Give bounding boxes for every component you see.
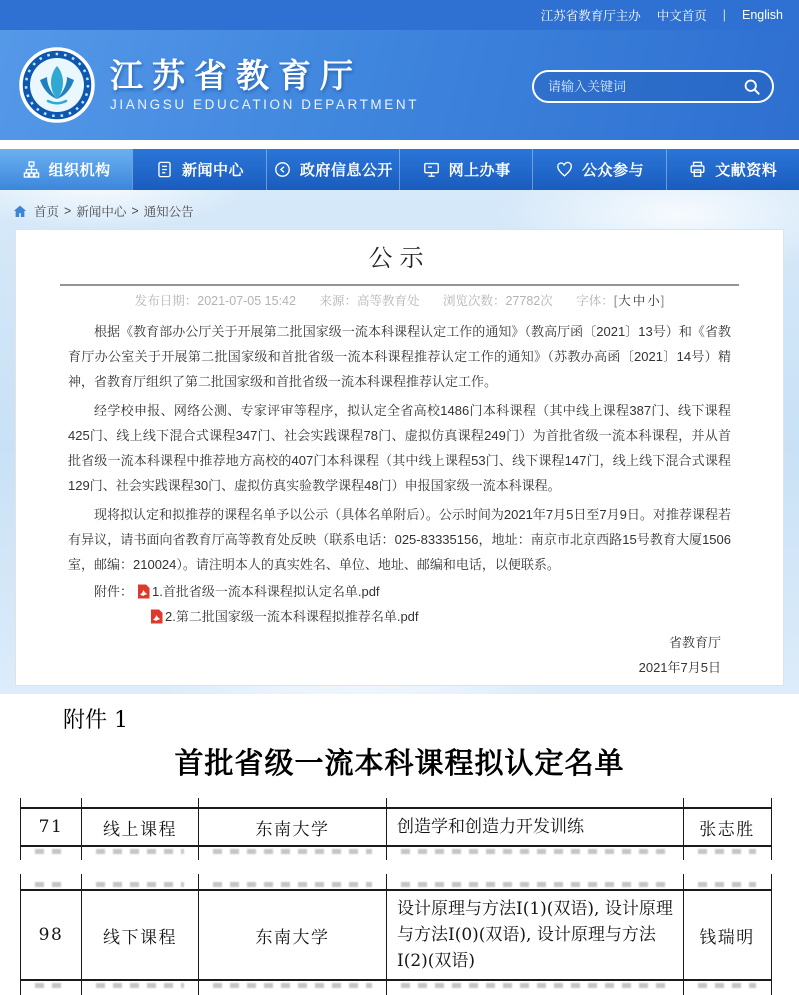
nav-item-news-center[interactable] — [132, 149, 265, 190]
search-input[interactable] — [534, 79, 742, 94]
logo-emblem-icon — [18, 46, 96, 124]
nav-item-label: 网上办事 — [448, 162, 511, 179]
documents-icon — [688, 160, 707, 179]
info-disclosure-icon — [273, 160, 292, 179]
font-size-medium[interactable]: 中 — [632, 294, 646, 308]
home-icon[interactable] — [13, 205, 27, 218]
site-search — [532, 70, 774, 103]
nav-item-documents[interactable] — [666, 149, 799, 190]
nav-item-label: 文献资料 — [715, 162, 778, 179]
table-row — [20, 807, 772, 847]
top-utility-bar — [0, 0, 799, 30]
attachments — [68, 579, 731, 629]
cell-course-name: 创造学和创造力开发训练 — [386, 809, 683, 845]
view-count: 浏览次数：27782次 — [442, 294, 553, 308]
org-chart-icon — [22, 160, 41, 179]
cell-number: 98 — [38, 925, 64, 945]
breadcrumb-separator: > — [64, 204, 72, 218]
online-service-icon — [422, 160, 441, 179]
pdf-icon — [137, 584, 150, 599]
table-fragment-2 — [20, 874, 772, 995]
site-header — [0, 30, 799, 140]
font-size-large[interactable]: 大 — [618, 294, 631, 308]
breadcrumb-separator: > — [131, 204, 139, 218]
page-title: 公示 — [368, 245, 431, 272]
cell-number: 71 — [38, 817, 64, 837]
clipped-row — [20, 847, 772, 860]
cell-course-type: 线上课程 — [81, 809, 198, 845]
english-link[interactable]: English — [742, 8, 783, 22]
pdf-icon — [150, 609, 163, 624]
news-icon — [155, 160, 174, 179]
nav-item-label: 新闻中心 — [181, 162, 244, 179]
breadcrumb-notices: 通知公告 — [143, 205, 194, 219]
appendix-section — [0, 694, 799, 995]
signature-date: 2021年7月5日 — [638, 660, 721, 675]
paragraph: 经学校申报、网络公测、专家评审等程序，拟认定全省高校1486门本科课程（其中线上课程387门、线下课程425门、线上线下混合式课程347门、社会实践课程78门、虚拟仿真课程249门）为首批省级一流本科课程，并从首批省级一流本科课程中推荐地方高校的407门本科课程（其中线上课程53门、线下课程147门，线上线下混合式课程129门、社会实践课程30门、虚拟仿真实验教学课程48门）申报国家级一流本科课程。 — [68, 403, 731, 493]
search-icon — [742, 77, 762, 97]
nav-item-label: 组织机构 — [48, 162, 111, 179]
breadcrumb — [13, 202, 799, 220]
title-divider — [60, 284, 739, 286]
appendix-table-title: 首批省级一流本科课程拟认定名单 — [174, 746, 625, 780]
clipped-row — [20, 981, 772, 995]
font-size-control: 字体：[大 中 小] — [576, 294, 665, 308]
search-button[interactable] — [742, 77, 772, 97]
nav-item-public-participation[interactable] — [532, 149, 665, 190]
cell-teacher: 张志胜 — [683, 809, 770, 845]
clipped-row — [20, 798, 772, 807]
nav-item-organization[interactable] — [0, 149, 132, 190]
publish-date: 发布日期：2021-07-05 15:42 — [134, 294, 296, 308]
appendix-label: 附件 1 — [63, 708, 128, 733]
nav-item-info-disclosure[interactable] — [266, 149, 399, 190]
font-size-small[interactable]: 小 — [647, 294, 660, 308]
chinese-home-link[interactable]: 中文首页 — [656, 9, 707, 23]
cell-teacher: 钱瑞明 — [683, 891, 770, 979]
table-fragment-1 — [20, 798, 772, 860]
site-title-chinese: 江苏省教育厅 — [110, 56, 362, 94]
cell-course-name: 设计原理与方法I(1)(双语), 设计原理与方法I(0)(双语), 设计原理与方法I(2)(双语) — [386, 891, 683, 979]
cell-course-type: 线下课程 — [81, 891, 198, 979]
source: 来源：高等教育处 — [319, 294, 420, 308]
site-title-english: JIANGSU EDUCATION DEPARTMENT — [110, 97, 420, 113]
article-body — [68, 319, 731, 577]
article-meta — [68, 292, 731, 311]
signature-block — [68, 633, 731, 677]
signature-org: 省教育厅 — [668, 635, 721, 650]
main-navigation — [0, 149, 799, 190]
nav-item-label: 政府信息公开 — [299, 162, 393, 179]
cell-school: 东南大学 — [198, 809, 386, 845]
attachment-link-1[interactable]: 1.首批省级一流本科课程拟认定名单.pdf — [152, 584, 380, 599]
header-titles — [110, 58, 419, 112]
sponsor-link[interactable]: 江苏省教育厅主办 — [540, 9, 641, 23]
table-row — [20, 889, 772, 981]
participation-icon — [555, 160, 574, 179]
paragraph: 现将拟认定和拟推荐的课程名单予以公示（具体名单附后）。公示时间为2021年7月5日至7月9日。对推荐课程若有异议，请书面向省教育厅高等教育处反映（联系电话：025-83335156，地址：南京市北京西路15号教育大厦1506室，邮编：210024）。请注明本人的真实姓名、单位、地址、邮编和电话，以便联系。 — [68, 507, 731, 572]
clipped-row — [20, 874, 772, 889]
breadcrumb-news-center[interactable]: 新闻中心 — [76, 205, 127, 219]
attachment-link-2[interactable]: 2.第二批国家级一流本科课程拟推荐名单.pdf — [165, 609, 419, 624]
attachment-label: 附件： — [94, 584, 134, 599]
sky-background-section — [0, 149, 799, 694]
breadcrumb-home[interactable]: 首页 — [34, 205, 60, 219]
nav-item-online-services[interactable] — [399, 149, 532, 190]
topbar-divider: | — [722, 8, 726, 22]
department-logo[interactable] — [18, 46, 96, 124]
nav-item-label: 公众参与 — [581, 162, 644, 179]
cell-school: 东南大学 — [198, 891, 386, 979]
paragraph: 根据《教育部办公厅关于开展第二批国家级一流本科课程认定工作的通知》（教高厅函〔2021〕13号）和《省教育厅办公室关于开展第二批国家级和首批省级一流本科课程推荐认定工作的通知》（苏教办高函〔2021〕14号）精神，省教育厅组织了第二批国家级和首批省级一流本科课程推荐认定工作。 — [68, 324, 731, 389]
article-card — [15, 229, 784, 686]
